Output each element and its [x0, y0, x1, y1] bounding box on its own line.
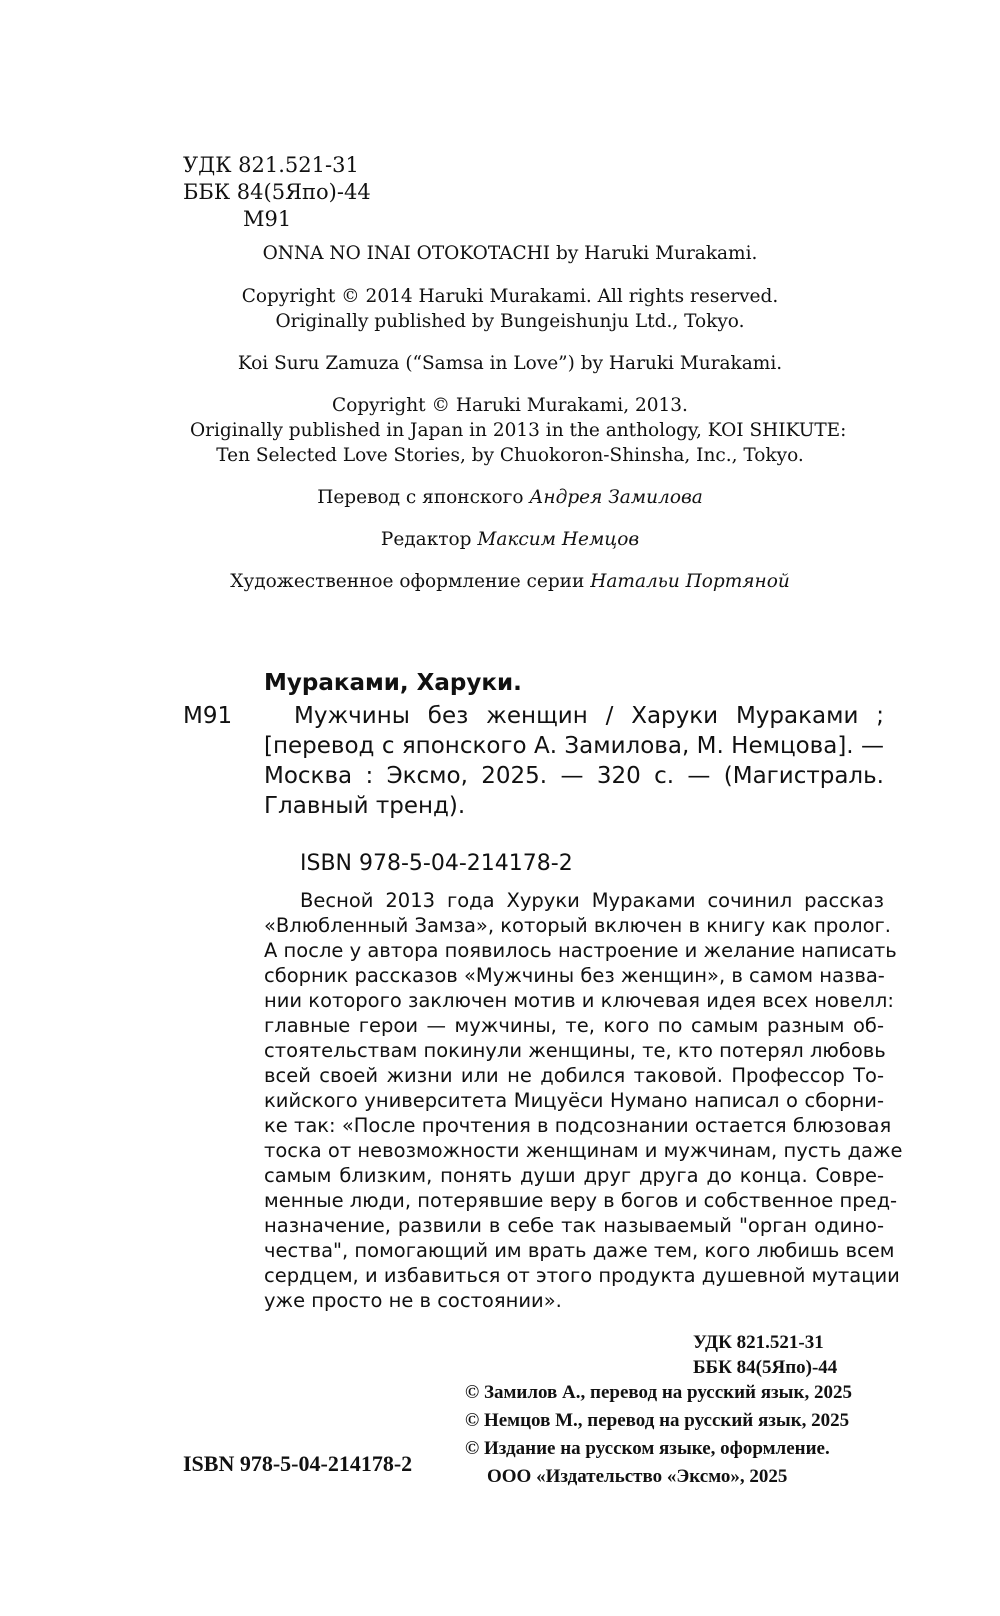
- translation-credit: [190, 485, 830, 511]
- udk-code: УДК 821.521-31: [183, 153, 359, 177]
- entry-description: [264, 701, 884, 821]
- entry-line: Москва : Эксмо, 2025. — 320 с. — (Магистраль.: [264, 763, 884, 789]
- annotation-line: Весной 2013 года Хуруки Мураками сочинил рассказ: [300, 889, 884, 912]
- annotation-line: сердцем, и избавиться от этого продукта душевной мутации: [264, 1264, 900, 1287]
- annotation: [264, 888, 903, 1313]
- copyright-notice: © Издание на русском языке, оформление.: [465, 1438, 830, 1459]
- published-line-1: Originally published by Bungeishunju Ltd., Tokyo.: [275, 311, 745, 332]
- editor-name: Максим Немцов: [477, 529, 640, 550]
- author-mark: М91: [243, 207, 292, 231]
- designer-name: Натальи Портяной: [590, 571, 790, 592]
- original-title-line: ONNA NO INAI OTOKOTACHI by Haruki Murakami.: [262, 243, 758, 264]
- annotation-line: нии которого заключен мотив и ключевая идея всех новелл:: [264, 989, 894, 1012]
- annotation-line: всей своей жизни или не добился таковой. Профессор То-: [264, 1064, 884, 1087]
- bbk-code: ББК 84(5Япо)-44: [183, 180, 371, 204]
- story-title-line: Koi Suru Zamuza (“Samsa in Love”) by Haruki Murakami.: [237, 353, 783, 374]
- annotation-line: менные люди, потерявшие веру в богов и собственное пред-: [264, 1189, 898, 1212]
- annotation-line: самым близким, понять души друг друга до конца. Совре-: [264, 1164, 884, 1187]
- translator-name: Андрея Замилова: [529, 487, 703, 508]
- annotation-line: уже просто не в состоянии».: [264, 1289, 562, 1312]
- editor-label: Редактор: [380, 529, 472, 550]
- published-line-2a: Originally published in Japan in 2013 in the anthology, KOI SHIKUTE:: [190, 420, 847, 441]
- design-label: Художественное оформление серии: [230, 571, 585, 592]
- copyright-notice: ООО «Издательство «Эксмо», 2025: [487, 1466, 788, 1487]
- entry-line: Главный тренд).: [264, 793, 466, 819]
- annotation-line: кийского университета Мицуёси Нумано написал о сборни-: [264, 1089, 884, 1112]
- entry-line: Мужчины без женщин / Харуки Мураками ;: [294, 703, 884, 729]
- annotation-line: ке так: «После прочтения в подсознании остается блюзовая: [264, 1114, 892, 1137]
- classification-block: [183, 152, 371, 233]
- copyright-line-1: Copyright © 2014 Haruki Murakami. All rights reserved.: [241, 286, 779, 307]
- annotation-line: главные герои — мужчины, те, кого по самым разным об-: [264, 1014, 884, 1037]
- copyright-notice: © Замилов А., перевод на русский язык, 2025: [465, 1382, 852, 1403]
- footer-udk: УДК 821.521-31: [693, 1332, 824, 1353]
- design-credit: [190, 569, 830, 595]
- footer-isbn: ISBN 978-5-04-214178-2: [183, 1451, 413, 1476]
- annotation-line: сборник рассказов «Мужчины без женщин», в самом назва-: [264, 964, 885, 987]
- annotation-line: А после у автора появилось настроение и желание написать: [264, 939, 897, 962]
- annotation-line: тоска от невозможности женщинам и мужчинам, пусть даже: [264, 1139, 903, 1162]
- annotation-line: чества", помогающий им врать даже тем, кого любишь всем: [264, 1239, 895, 1262]
- entry-author: Мураками, Харуки.: [264, 670, 522, 696]
- published-line-2b: Ten Selected Love Stories, by Chuokoron-Shinsha, Inc., Tokyo.: [216, 445, 804, 466]
- annotation-line: назначение, развили в себе так называемый "орган одино-: [264, 1214, 884, 1237]
- entry-line: [перевод с японского А. Замилова, М. Немцова]. —: [264, 733, 884, 759]
- copyright-notice: © Немцов М., перевод на русский язык, 2025: [465, 1410, 850, 1431]
- editor-credit: [190, 527, 830, 553]
- footer-bbk: ББК 84(5Япо)-44: [693, 1357, 838, 1378]
- copyright-line-2: Copyright © Haruki Murakami, 2013.: [332, 395, 688, 416]
- annotation-line: стоятельствам покинули женщины, те, кто потерял любовь: [264, 1039, 886, 1062]
- footer-classification: [693, 1330, 837, 1380]
- copyright-notices: [465, 1379, 852, 1491]
- annotation-line: «Влюбленный Замза», который включен в книгу как пролог.: [264, 914, 891, 937]
- entry-mark: М91: [183, 703, 233, 729]
- entry-isbn: ISBN 978-5-04-214178-2: [300, 851, 573, 876]
- translation-label: Перевод с японского: [317, 487, 524, 508]
